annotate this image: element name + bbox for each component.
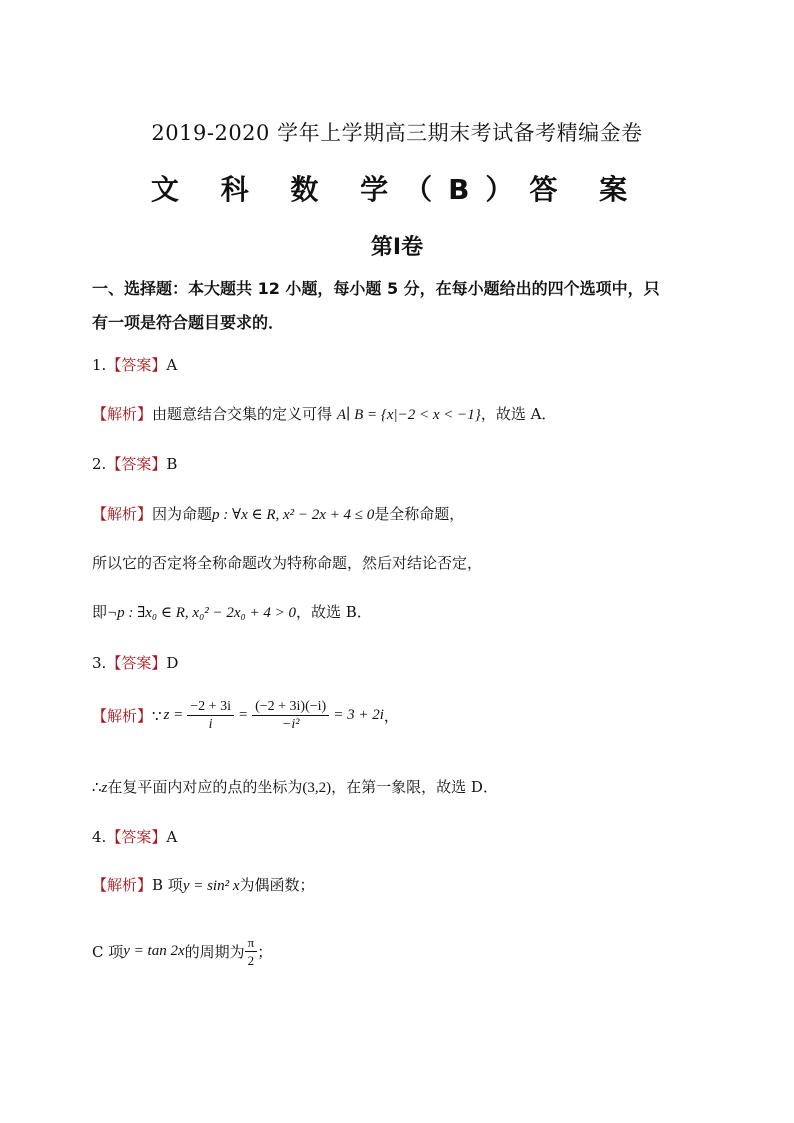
- q4-analysis-math: y = sin² x: [182, 878, 240, 894]
- q3-z-eq: z =: [163, 707, 184, 723]
- q4-answer: A: [166, 828, 178, 846]
- therefore-symbol: ∴: [92, 778, 102, 796]
- q3-line2-point: (3,2): [302, 780, 332, 796]
- q3-answer-line: [92, 652, 178, 673]
- q3-fraction-2: [252, 698, 329, 733]
- q4-number: 4.: [92, 828, 107, 846]
- q3-frac2-numerator: (−2 + 3i)(−i): [252, 698, 329, 716]
- analysis-tag: 【解析】: [92, 876, 153, 894]
- q2-analysis-line3: [92, 601, 372, 622]
- q4-answer-line: [92, 826, 177, 847]
- q2-line3-pre: 即: [92, 603, 108, 621]
- q4-analysis-line: [92, 874, 315, 895]
- q1-analysis-tail: ，故选 A．: [480, 405, 557, 423]
- q4-line2-post: ；: [257, 943, 273, 961]
- q3-result-tail: ，: [383, 707, 399, 725]
- q4-analysis-post: 为偶函数；: [239, 876, 315, 894]
- q1-number: 1.: [92, 356, 107, 374]
- q2-analysis-post: 是全称命题，: [374, 505, 465, 523]
- q4-frac-numerator: π: [245, 934, 258, 952]
- q3-analysis-line: [92, 698, 399, 733]
- exam-title: 2019-2020 学年上学期高三期末考试备考精编金卷: [151, 121, 643, 145]
- q4-frac-denominator: 2: [247, 953, 255, 968]
- q2-answer: B: [166, 455, 178, 473]
- q3-number: 3.: [92, 654, 107, 672]
- q3-line2-post: ，在第一象限，故选 D．: [331, 778, 498, 796]
- q4-line2-math: y = tan 2x: [123, 943, 185, 959]
- q3-equals: =: [237, 707, 249, 723]
- q3-frac1-denominator: i: [208, 717, 213, 732]
- q1-analysis-line: [92, 403, 556, 424]
- q2-analysis-line: [92, 503, 464, 524]
- section-heading-line1: 一、选择题：本大题共 12 小题，每小题 5 分，在每小题给出的四个选项中，只: [92, 279, 660, 298]
- answer-tag: 【答案】: [106, 828, 167, 846]
- subject-title: 文 科 数 学（B）答 案: [150, 173, 644, 206]
- answer-tag: 【答案】: [106, 654, 167, 672]
- q1-analysis-math: A∣ B = {x|−2 < x < −1}: [336, 407, 481, 423]
- q2-answer-line: [92, 453, 177, 474]
- q2-number: 2.: [92, 455, 107, 473]
- q4-line2-text: 的周期为: [184, 943, 245, 961]
- q4-analysis-line2: [92, 934, 272, 969]
- q3-analysis-line2: [92, 776, 498, 797]
- analysis-tag: 【解析】: [92, 505, 153, 523]
- analysis-tag: 【解析】: [92, 707, 153, 725]
- answer-tag: 【答案】: [106, 356, 167, 374]
- q3-line2-text: 在复平面内对应的点的坐标为: [107, 778, 303, 796]
- q4-period-fraction: [245, 934, 258, 969]
- q3-result: = 3 + 2i: [333, 707, 384, 723]
- section-heading-line2: 有一项是符合题目要求的．: [92, 313, 285, 332]
- q3-answer: D: [166, 654, 179, 672]
- q2-analysis-line2: 所以它的否定将全称命题改为特称命题，然后对结论否定，: [92, 554, 483, 572]
- q3-frac1-numerator: −2 + 3i: [187, 698, 234, 716]
- q1-answer: A: [166, 356, 178, 374]
- q3-fraction-1: [187, 698, 234, 733]
- q2-line3-post: ，故选 B．: [296, 603, 372, 621]
- q3-line2-z: z: [101, 780, 108, 796]
- q2-analysis-math: p : ∀x ∈ R, x² − 2x + 4 ≤ 0: [212, 507, 375, 523]
- q4-analysis-pre: B 项: [152, 876, 183, 894]
- q1-answer-line: [92, 354, 177, 375]
- because-symbol: ∵: [152, 706, 162, 725]
- answer-tag: 【答案】: [106, 455, 167, 473]
- q2-line3-math: ¬p : ∃x₀ ∈ R, x₀² − 2x₀ + 4 > 0: [107, 605, 297, 621]
- analysis-tag: 【解析】: [92, 405, 153, 423]
- q1-analysis-text: 由题意结合交集的定义可得: [152, 405, 333, 423]
- volume-title: 第Ⅰ卷: [370, 235, 424, 260]
- q2-analysis-pre: 因为命题: [152, 505, 213, 523]
- q4-line2-pre: C 项: [92, 943, 124, 961]
- q3-frac2-denominator: −i²: [281, 717, 300, 732]
